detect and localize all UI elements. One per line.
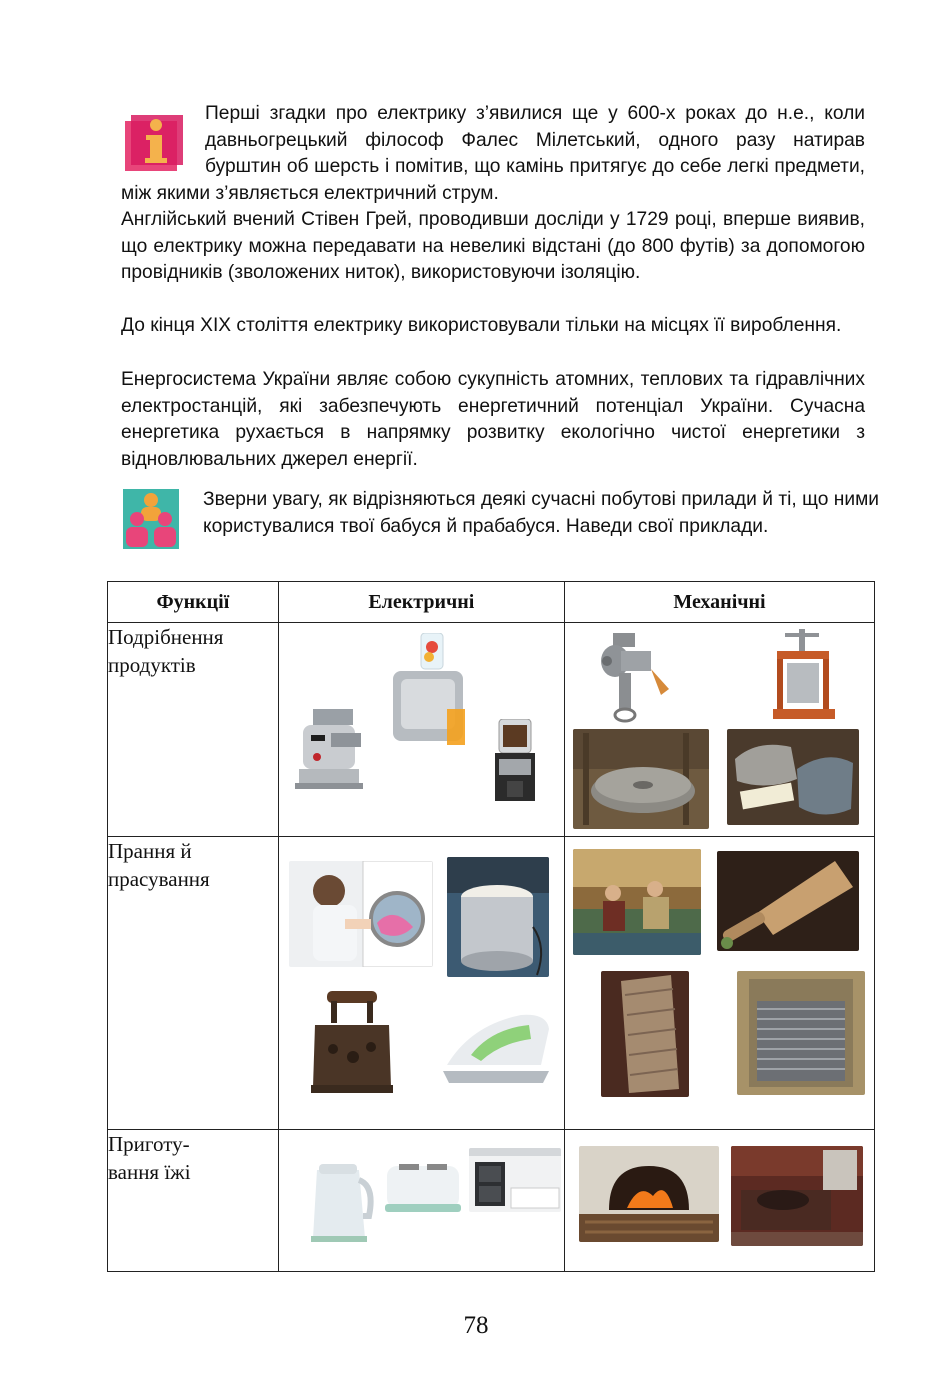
metal-washboard-image: [737, 971, 865, 1095]
electric-coffee-grinder-image: [489, 719, 541, 809]
washing-paddle-image: [717, 851, 859, 951]
electric-boiler-image: [447, 857, 549, 977]
task-block: [121, 487, 879, 555]
appliances-table: [107, 581, 875, 1272]
paragraph-xix-century: До кінця XIX століття електрику використовували тільки на місцях її вироблення.: [121, 315, 842, 336]
grinding-stones-image: [727, 729, 859, 825]
paragraph-energy-system: Енергосистема України являє собою сукупність атомних, теплових та гідравлічних електростанцій, які забезпечують енергетичний потенціал України. Сучасна енергетика рухається в напрямку розвитку екологічно чистої енергетики з відновлювальних джерел енергії.: [121, 369, 865, 470]
info-text: Перші згадки про електрику з’явилися ще у 600-х роках до н.е., коли давньогрецький філософ Фалес Мілетський, одного разу натирав бурштин об шерсть і помітив, що камінь притягує до себе легкі предмети, між якими з’являється електричний струм.: [121, 103, 865, 204]
electric-juicer-image: [385, 633, 475, 751]
electric-cooking-cell: [278, 1130, 564, 1272]
wooden-washboard-image: [601, 971, 689, 1097]
washing-machine-image: [289, 861, 433, 967]
millstone-image: [573, 729, 709, 829]
river-washing-painting-image: [573, 849, 701, 955]
wood-fired-oven-image: [579, 1146, 719, 1242]
table-row: [108, 623, 875, 837]
group-work-icon: [123, 489, 181, 551]
manual-press-image: [771, 629, 837, 723]
info-block: [121, 101, 865, 207]
toaster-image: [383, 1158, 463, 1218]
manual-meat-grinder-image: [595, 629, 673, 723]
header-functions: Функції: [108, 582, 279, 623]
kitchen-oven-image: [469, 1148, 561, 1212]
row-label-grinding: Подрібнення продуктів: [108, 623, 279, 837]
header-mechanical: Механічні: [564, 582, 874, 623]
task-text: Зверни увагу, як відрізняються деякі сучасні побутові прилади й ті, що ними користувалися твої бабуся й прабабуся. Наведи свої приклади.: [203, 489, 879, 537]
header-electric: Електричні: [278, 582, 564, 623]
cast-iron-image: [309, 985, 395, 1101]
electric-grinding-cell: [278, 623, 564, 837]
electric-kettle-image: [307, 1156, 377, 1246]
table-row: [108, 837, 875, 1130]
mechanical-washing-cell: [564, 837, 874, 1130]
traditional-stove-image: [731, 1146, 863, 1246]
table-row: [108, 1130, 875, 1272]
row-label-washing: Прання й прасування: [108, 837, 279, 1130]
mechanical-cooking-cell: [564, 1130, 874, 1272]
paragraph-gray: Англійський вчений Стівен Грей, проводивши досліди у 1729 році, вперше виявив, що електрику можна передавати на невеликі відстані (до 800 футів) за допомогою провідників (зволожених ниток), використовуючи ізоляцію.: [121, 209, 865, 284]
electric-iron-image: [441, 1005, 553, 1089]
mechanical-grinding-cell: [564, 623, 874, 837]
info-icon: [125, 113, 183, 175]
electric-washing-cell: [278, 837, 564, 1130]
row-label-cooking: Приготу- вання їжі: [108, 1130, 279, 1272]
electric-meat-grinder-image: [295, 699, 365, 795]
page-number: 78: [463, 1312, 489, 1339]
table-header-row: [108, 582, 875, 623]
